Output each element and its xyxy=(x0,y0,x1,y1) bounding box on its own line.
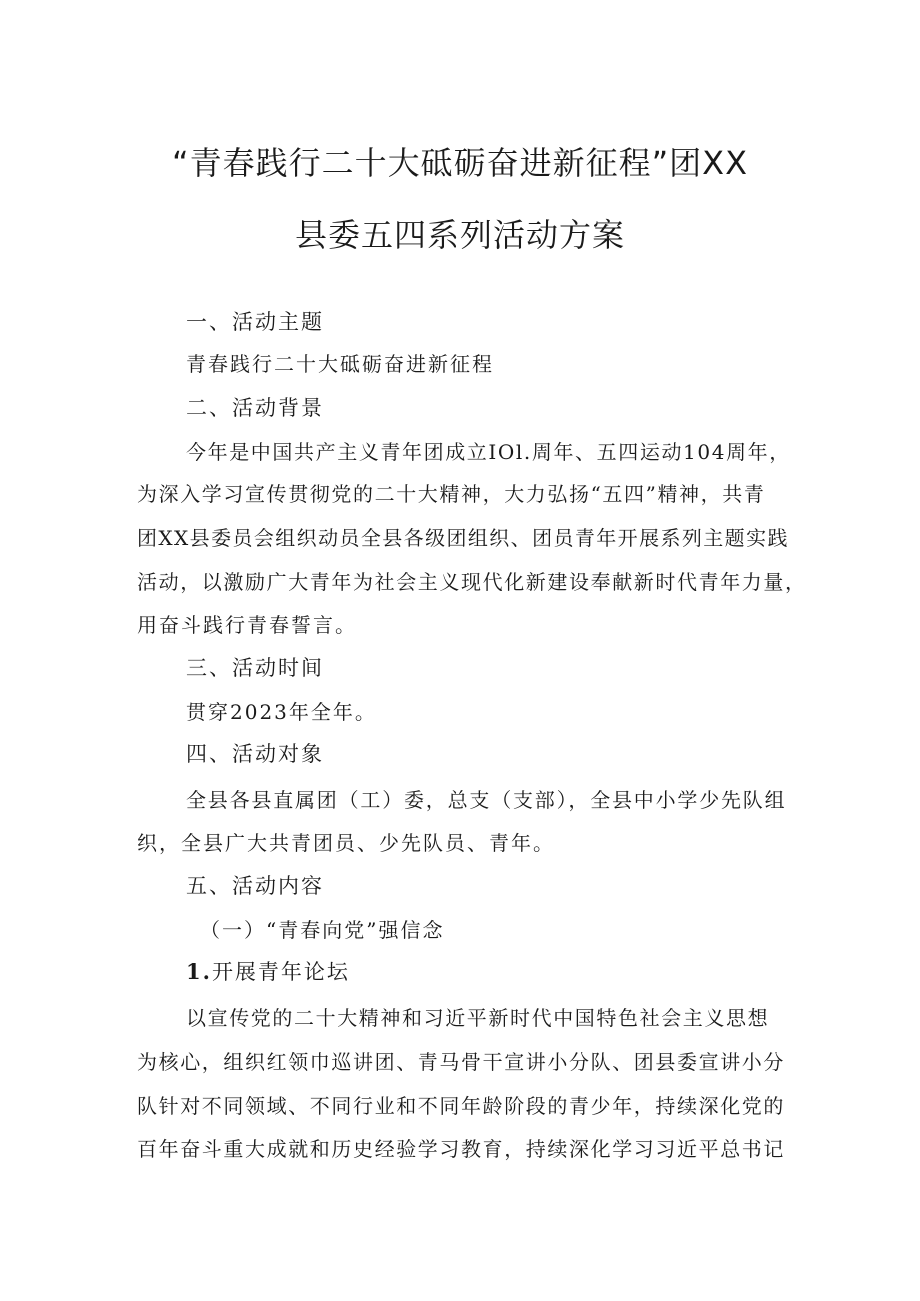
subsection-1-heading: （一）“青春向党”强信念 xyxy=(200,918,445,942)
section-5-body-line: 为核心，组织红领巾巡讲团、青马骨干宣讲小分队、团县委宣讲小分 xyxy=(137,1050,785,1074)
section-5-body-line: 队针对不同领域、不同行业和不同年龄阶段的青少年，持续深化党的 xyxy=(137,1094,785,1118)
section-1-body-line: 青春践行二十大砥砺奋进新征程 xyxy=(186,352,494,376)
section-4-heading: 四、活动对象 xyxy=(186,742,324,766)
section-2-heading: 二、活动背景 xyxy=(186,396,324,420)
section-1-heading: 一、活动主题 xyxy=(186,310,324,334)
section-3-heading: 三、活动时间 xyxy=(186,656,324,680)
section-5-body-line: 百年奋斗重大成就和历史经验学习教育，持续深化学习习近平总书记 xyxy=(137,1137,785,1161)
item-1-number: 1. xyxy=(186,959,212,984)
document-title-line-1: “青春践行二十大砥砺奋进新征程”团XX xyxy=(171,144,748,182)
section-4-body-line: 全县各县直属团（工）委，总支（支部），全县中小学少先队组 xyxy=(186,788,787,812)
section-2-body-line: 团XX县委员会组织动员全县各级团组织、团员青年开展系列主题实践 xyxy=(137,526,789,550)
section-5-body-line: 以宣传党的二十大精神和习近平新时代中国特色社会主义思想 xyxy=(186,1006,770,1030)
section-5-heading: 五、活动内容 xyxy=(186,874,324,898)
document-title-line-2: 县委五四系列活动方案 xyxy=(294,216,625,254)
item-1-title: 开展青年论坛 xyxy=(211,960,350,984)
section-2-body-line: 为深入学习宣传贯彻党的二十大精神，大力弘扬“五四”精神，共青 xyxy=(137,482,766,506)
section-4-body-line: 织，全县广大共青团员、少先队员、青年。 xyxy=(137,831,555,855)
section-2-body-line: 活动，以激励广大青年为社会主义现代化新建设奉献新时代青年力量， xyxy=(137,570,807,594)
section-2-body-line: 用奋斗践行青春誓言。 xyxy=(137,613,357,637)
item-1-heading xyxy=(186,960,350,984)
section-2-body-line: 今年是中国共产主义青年团成立IOl.周年、五四运动104周年， xyxy=(186,440,791,464)
section-3-body-line: 贯穿2023年全年。 xyxy=(186,700,377,724)
